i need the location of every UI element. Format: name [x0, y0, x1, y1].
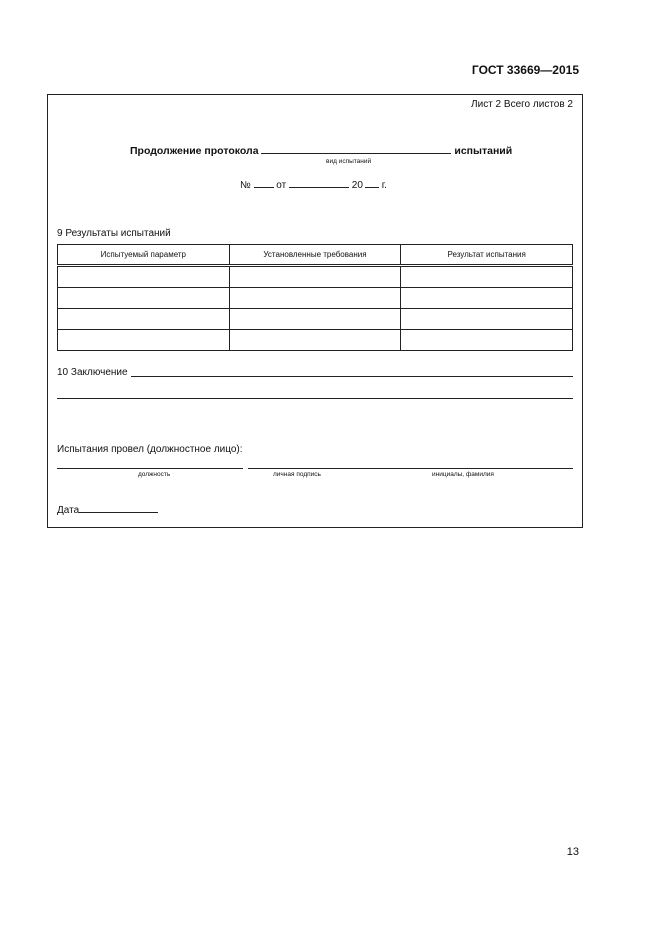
table-cell[interactable] [58, 288, 230, 309]
standard-number: ГОСТ 33669—2015 [471, 63, 579, 77]
table-cell[interactable] [58, 266, 230, 288]
table-cell[interactable] [229, 266, 401, 288]
title-suffix: испытаний [454, 145, 513, 157]
table-cell[interactable] [401, 330, 573, 351]
year-suffix: г. [381, 180, 387, 191]
position-caption: должность [138, 471, 171, 478]
table-row [58, 309, 573, 330]
column-header-parameter: Испытуемый параметр [58, 245, 230, 266]
from-label: от [276, 180, 287, 191]
test-type-field[interactable] [261, 153, 451, 154]
table-cell[interactable] [229, 288, 401, 309]
signature-caption: личная подпись [273, 471, 321, 478]
number-field[interactable] [254, 187, 274, 188]
conclusion-line-2[interactable] [57, 398, 573, 399]
table-cell[interactable] [58, 309, 230, 330]
section-10-heading: 10 Заключение [57, 367, 128, 378]
table-row [58, 266, 573, 288]
number-label: № [240, 180, 251, 191]
year-prefix: 20 [351, 180, 363, 191]
name-caption: инициалы, фамилия [432, 471, 494, 478]
date-label-text: Дата [57, 505, 80, 516]
column-header-requirements: Установленные требования [229, 245, 401, 266]
day-month-field[interactable] [289, 187, 349, 188]
page-number: 13 [566, 846, 579, 858]
protocol-date-line [240, 180, 387, 191]
table-cell[interactable] [229, 330, 401, 351]
title-prefix: Продолжение протокола [130, 145, 259, 157]
table-cell[interactable] [401, 266, 573, 288]
protocol-title [130, 145, 512, 157]
year-field[interactable] [365, 187, 379, 188]
column-header-result: Результат испытания [401, 245, 573, 266]
section-9-heading: 9 Результаты испытаний [57, 228, 171, 239]
test-type-caption: вид испытаний [326, 158, 372, 165]
table-cell[interactable] [401, 288, 573, 309]
date-field[interactable] [79, 512, 158, 513]
position-line[interactable] [57, 468, 243, 469]
sheet-info: Лист 2 Всего листов 2 [471, 99, 573, 110]
table-cell[interactable] [401, 309, 573, 330]
tested-by-label: Испытания провел (должностное лицо): [57, 444, 243, 455]
table-row [58, 288, 573, 309]
table-cell[interactable] [229, 309, 401, 330]
conclusion-line-1[interactable] [131, 376, 573, 377]
results-table [57, 244, 573, 351]
date-label [57, 505, 158, 516]
table-cell[interactable] [58, 330, 230, 351]
signature-name-line[interactable] [248, 468, 573, 469]
table-row [58, 330, 573, 351]
